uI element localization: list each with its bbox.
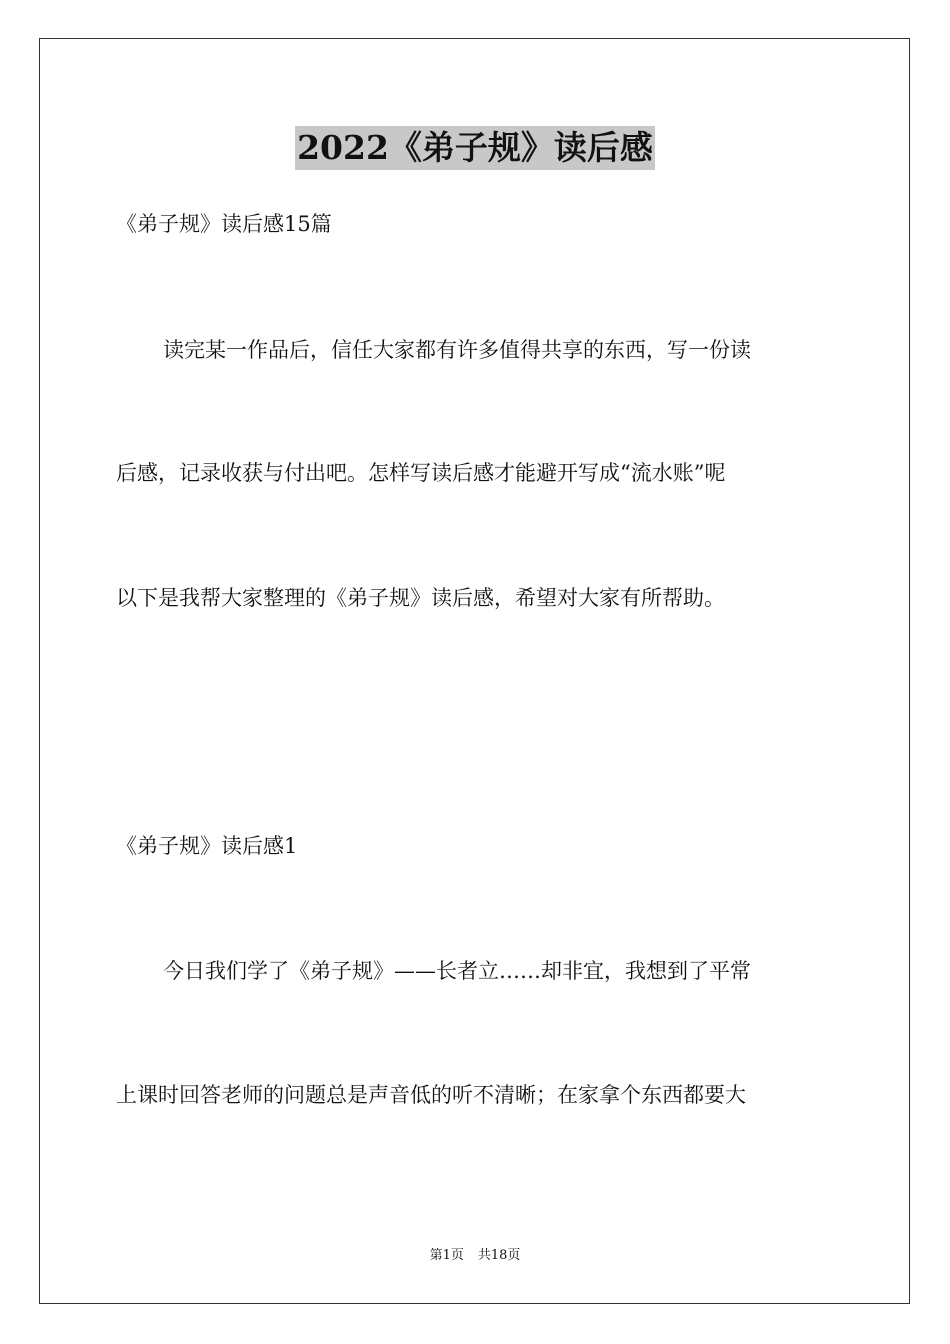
section-line-2: 上课时回答老师的问题总是声音低的听不清晰；在家拿个东西都要大 [116, 1083, 746, 1107]
intro-line-2: 后感，记录收获与付出吧。怎样写读后感才能避开写成“流水账”呢 [116, 461, 726, 485]
title-container [0, 126, 950, 170]
page-number: 第1页 [429, 1248, 464, 1263]
intro-line-3: 以下是我帮大家整理的《弟子规》读后感，希望对大家有所帮助。 [116, 586, 725, 610]
page-footer [0, 1247, 950, 1265]
intro-line-1: 读完某一作品后，信任大家都有许多值得共享的东西，写一份读 [163, 338, 751, 362]
section-line-1: 今日我们学了《弟子规》——长者立……却非宜，我想到了平常 [163, 959, 751, 983]
page-total: 共18页 [477, 1248, 521, 1263]
section-heading: 《弟子规》读后感1 [116, 834, 298, 858]
document-subtitle: 《弟子规》读后感15篇 [116, 212, 332, 236]
document-title: 2022《弟子规》读后感 [295, 126, 655, 170]
